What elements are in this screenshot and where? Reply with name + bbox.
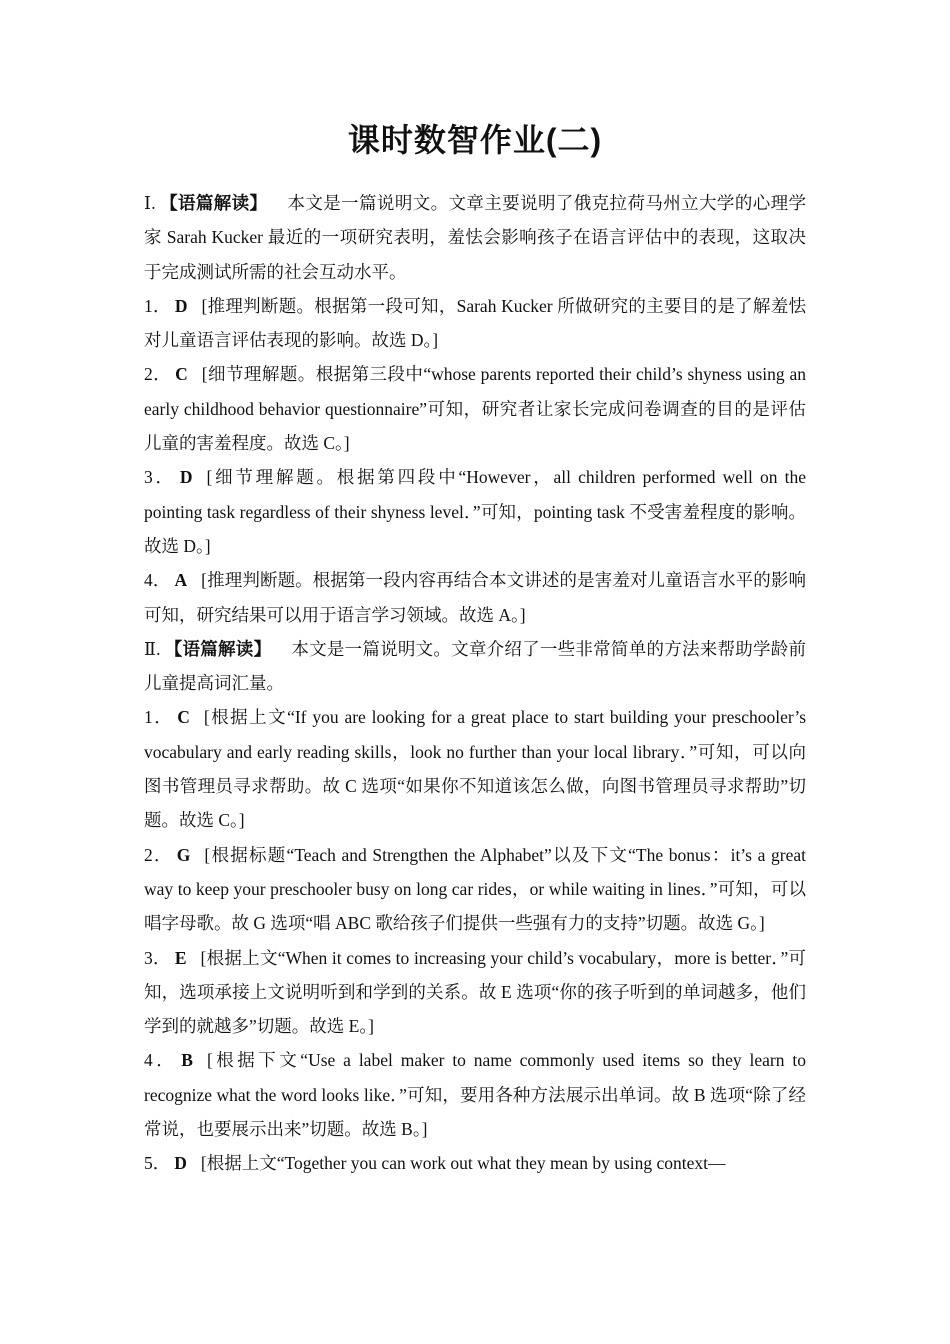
answer-letter: B — [181, 1050, 193, 1071]
answer-letter: C — [177, 707, 190, 728]
answer-letter: E — [174, 947, 187, 968]
section-numeral: Ⅰ. — [144, 193, 156, 213]
answer-item — [144, 941, 806, 1044]
section-heading: 【语篇解读】 — [164, 638, 272, 659]
answer-explanation: [细节理解题。根据第四段中“However，all children performed well on the pointing task regardless of their shyness level．”可知，pointing task 不受害羞程度的影响。故选 D。] — [144, 467, 807, 556]
section-numeral: Ⅱ. — [144, 638, 161, 659]
answer-explanation: [推理判断题。根据第一段内容再结合本文讲述的是害羞对儿童语言水平的影响可知，研究结果可以用于语言学习领域。故选 A。] — [144, 570, 807, 625]
answer-letter: G — [176, 844, 191, 865]
answer-letter: C — [175, 364, 188, 385]
question-number: 5． — [144, 1153, 171, 1174]
section-summary: 本文是一篇说明文。文章介绍了一些非常简单的方法来帮助学龄前儿童提高词汇量。 — [144, 638, 806, 694]
question-number: 1． — [144, 707, 174, 728]
section-1-intro — [144, 186, 806, 289]
answer-explanation: [根据上文“If you are looking for a great place to start building your preschooler’s vocabulary and early reading skills，look no further than your local library．”可知，可以向图书管理员寻求帮助。故 C 选项“如果你不知道该怎么做，向图书管理员寻求帮助”切题。故选 C。] — [144, 707, 806, 831]
answer-letter: D — [174, 1153, 187, 1174]
answer-item — [144, 289, 806, 358]
answer-letter: D — [179, 467, 193, 488]
question-number: 3． — [144, 947, 171, 968]
section-heading: 【语篇解读】 — [159, 193, 268, 213]
answer-item — [144, 563, 806, 632]
document-page — [144, 118, 806, 1181]
answer-explanation: [推理判断题。根据第一段可知，Sarah Kucker 所做研究的主要目的是了解羞怯对儿童语言评估表现的影响。故选 D。] — [144, 295, 807, 351]
answer-item — [144, 1146, 806, 1180]
answer-letter: D — [174, 295, 188, 316]
answer-explanation: [根据上文“Together you can work out what they mean by using context— — [200, 1153, 726, 1174]
answer-explanation: [根据下文“Use a label maker to name commonly used items so they learn to recognize what the word looks like．”可知，要用各种方法展示出单词。故 B 选项“除了经常说，也要展示出来”切题。故选 B。] — [144, 1050, 806, 1140]
question-number: 2． — [144, 844, 173, 865]
answer-letter: A — [174, 570, 188, 591]
answer-explanation: [细节理解题。根据第三段中“whose parents reported their child’s shyness using an early childhood behavior questionnaire”可知，研究者让家长完成问卷调查的目的是评估儿童的害羞程度。故选 C。] — [144, 364, 806, 454]
answer-explanation: [根据标题“Teach and Strengthen the Alphabet”以及下文“The bonus：it’s a great way to keep your preschooler busy on long car rides，or while waiting in lines．”可知，可以唱字母歌。故 G 选项“唱 ABC 歌给孩子们提供一些强有力的支持”切题。故选 G。] — [144, 844, 807, 934]
question-number: 1． — [144, 295, 171, 316]
question-number: 3． — [144, 467, 176, 488]
section-summary: 本文是一篇说明文。文章主要说明了俄克拉荷马州立大学的心理学家 Sarah Kucker 最近的一项研究表明，羞怯会影响孩子在语言评估中的表现，这取决于完成测试所需的社会互动水平。 — [144, 193, 806, 282]
question-number: 2． — [144, 364, 172, 385]
question-number: 4． — [144, 1050, 178, 1071]
answer-item — [144, 460, 806, 563]
answer-item — [144, 700, 806, 837]
answer-explanation: [根据上文“When it comes to increasing your child’s vocabulary，more is better．”可知，选项承接上文说明听到和学到的关系。故 E 选项“你的孩子听到的单词越多，他们学到的就越多”切题。故选 E。] — [144, 947, 806, 1037]
section-2-intro — [144, 632, 806, 701]
page-title: 课时数智作业(二) — [347, 122, 603, 158]
answer-item — [144, 357, 806, 460]
answer-item — [144, 838, 806, 941]
question-number: 4． — [144, 570, 171, 591]
answer-item — [144, 1043, 806, 1146]
